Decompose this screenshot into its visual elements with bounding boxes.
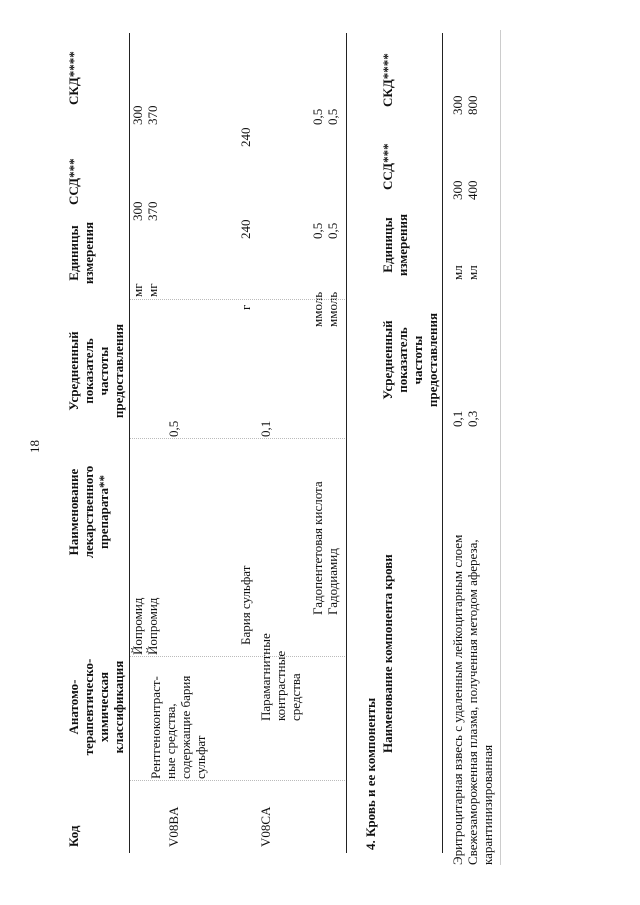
row-atc-classification: Парамагнитные контрастные средства [258, 633, 303, 721]
col-header-blood-component: Наименование компонента крови [380, 554, 395, 753]
row-frequency: 0,1 [258, 420, 273, 437]
blood-ssd: 300 [450, 180, 465, 200]
col-header-ssd: ССД*** [380, 143, 395, 190]
column-guide [130, 656, 345, 657]
section-title: 4. Кровь и ее компоненты [363, 697, 378, 850]
col-header-skd: СКД**** [380, 53, 395, 107]
row-atc-classification: Рентгеноконтраст- ные средства, содержащие бария сульфат [148, 675, 208, 779]
blood-frequency: 0,3 [465, 410, 480, 427]
blood-ssd: 400 [465, 180, 480, 200]
column-guide [130, 780, 345, 781]
drug-skd: 300 [130, 105, 145, 125]
drug-units: мг [145, 283, 160, 297]
drug-skd: 0,5 [325, 108, 340, 125]
row-code: V08CA [258, 806, 273, 847]
drug-ssd: 0,5 [310, 222, 325, 239]
col-header-units: Единицы измерения [66, 221, 96, 285]
row-code: V08BA [166, 806, 181, 847]
drug-skd: 240 [238, 127, 253, 147]
drug-units: мг [130, 283, 145, 297]
drug-ssd: 300 [130, 201, 145, 221]
drug-name: Гадодиамид [325, 548, 340, 615]
drug-ssd: 0,5 [325, 222, 340, 239]
drug-ssd: 240 [238, 219, 253, 239]
blood-frequency: 0,1 [450, 410, 465, 427]
blood-skd: 300 [450, 95, 465, 115]
drug-units: г [238, 304, 253, 310]
col-header-code: Код [66, 825, 81, 847]
col-header-drug-name: Наименование лекарственного препарата** [66, 465, 111, 559]
drug-name: Йопромид [145, 597, 160, 655]
table2-header-rule [442, 33, 443, 853]
col-header-units: Единицы измерения [380, 213, 410, 277]
col-header-frequency: Усредненный показатель частоты предоставления [380, 312, 440, 408]
drug-name: Бария сульфат [238, 565, 253, 645]
blood-units: мл [450, 265, 465, 280]
page-number: 18 [27, 440, 42, 453]
blood-component-name: Эритроцитарная взвесь с удаленным лейкоцитарным слоем [450, 534, 465, 865]
column-guide [130, 438, 345, 439]
drug-ssd: 370 [145, 201, 160, 221]
blood-skd: 800 [465, 95, 480, 115]
drug-name: Гадопентетовая кислота [310, 481, 325, 615]
drug-name: Йопромид [130, 597, 145, 655]
drug-skd: 0,5 [310, 108, 325, 125]
drug-skd: 370 [145, 105, 160, 125]
drug-units: ммоль [310, 291, 325, 327]
col-header-ssd: ССД*** [66, 158, 81, 205]
table2-bottom-rule [500, 30, 501, 865]
column-guide [130, 299, 345, 300]
table1-bottom-rule [346, 33, 347, 853]
col-header-atc: Анатомо- терапевтическо- химическая классификация [66, 658, 126, 756]
row-frequency: 0,5 [166, 420, 181, 437]
blood-units: мл [465, 265, 480, 280]
drug-units: ммоль [325, 291, 340, 327]
col-header-frequency: Усредненный показатель частоты предоставления [66, 323, 126, 419]
col-header-skd: СКД**** [66, 51, 81, 105]
table1-header-rule [129, 33, 130, 853]
blood-component-name: Свежезамороженная плазма, полученная методом афереза, карантинизированная [465, 539, 495, 865]
